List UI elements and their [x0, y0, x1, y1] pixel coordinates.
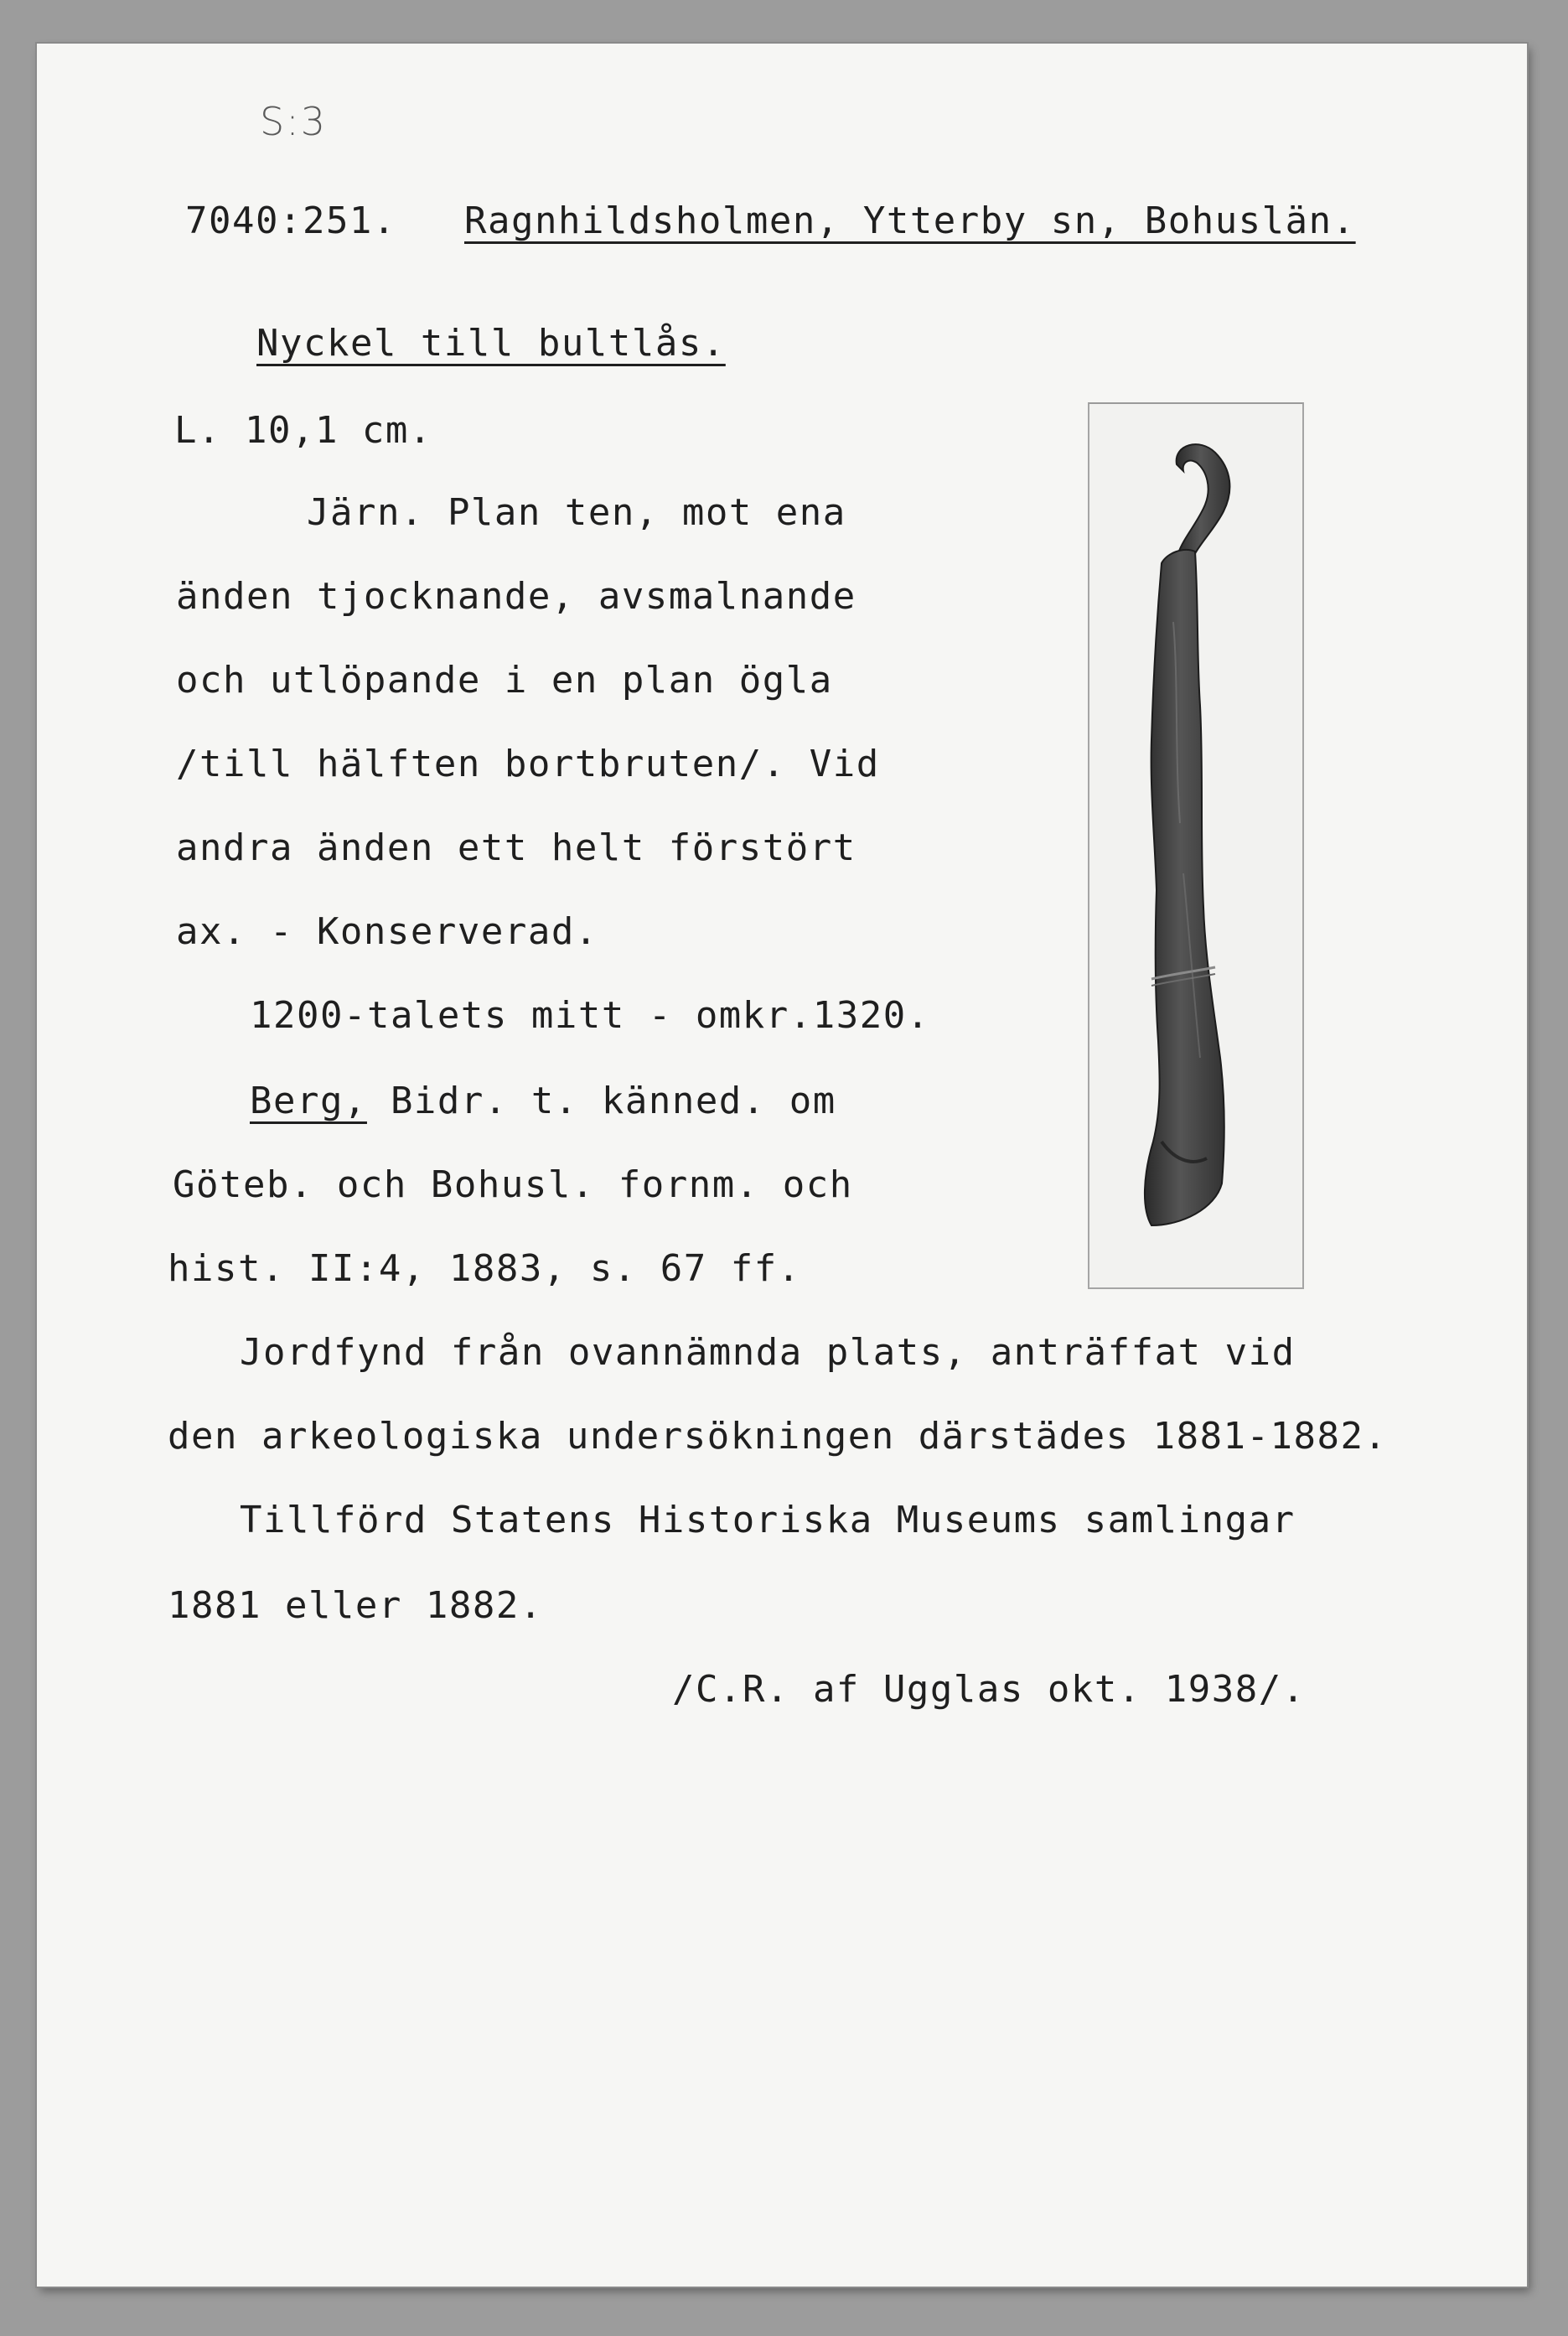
cataloguer-signature: /C.R. af Ugglas okt. 1938/. — [672, 1668, 1306, 1711]
reference-line-3: hist. II:4, 1883, s. 67 ff. — [168, 1247, 801, 1290]
reference-author: Berg, — [250, 1080, 367, 1122]
description-line-6: ax. - Konserverad. — [176, 910, 598, 953]
catalog-card — [37, 44, 1527, 2287]
reference-title-start: Bidr. t. känned. om — [366, 1080, 836, 1122]
reference-line-1 — [250, 1080, 836, 1122]
find-line-2: den arkeologiska undersökningen därstädes 1881-1882. — [168, 1415, 1388, 1458]
iron-key-image — [1089, 404, 1302, 1287]
catalog-number: 7040:251. — [185, 199, 396, 242]
dating: 1200-talets mitt - omkr.1320. — [250, 994, 930, 1037]
object-title: Nyckel till bultlås. — [256, 322, 726, 365]
object-photo — [1088, 402, 1304, 1289]
acquisition-line-1: Tillförd Statens Historiska Museums samlingar — [240, 1499, 1296, 1541]
handwritten-reference: S:3 — [260, 99, 327, 144]
reference-line-2: Göteb. och Bohusl. fornm. och — [173, 1163, 853, 1206]
description-line-5: andra änden ett helt förstört — [176, 826, 856, 869]
description-line-3: och utlöpande i en plan ögla — [176, 659, 833, 702]
description-line-1: Järn. Plan ten, mot ena — [307, 491, 846, 534]
description-line-4: /till hälften bortbruten/. Vid — [176, 743, 880, 785]
object-length: L. 10,1 cm. — [174, 409, 432, 452]
acquisition-line-2: 1881 eller 1882. — [168, 1584, 543, 1627]
description-line-2: änden tjocknande, avsmalnande — [176, 575, 856, 618]
find-site: Ragnhildsholmen, Ytterby sn, Bohuslän. — [464, 199, 1356, 242]
find-line-1: Jordfynd från ovannämnda plats, anträffat vid — [240, 1331, 1296, 1374]
